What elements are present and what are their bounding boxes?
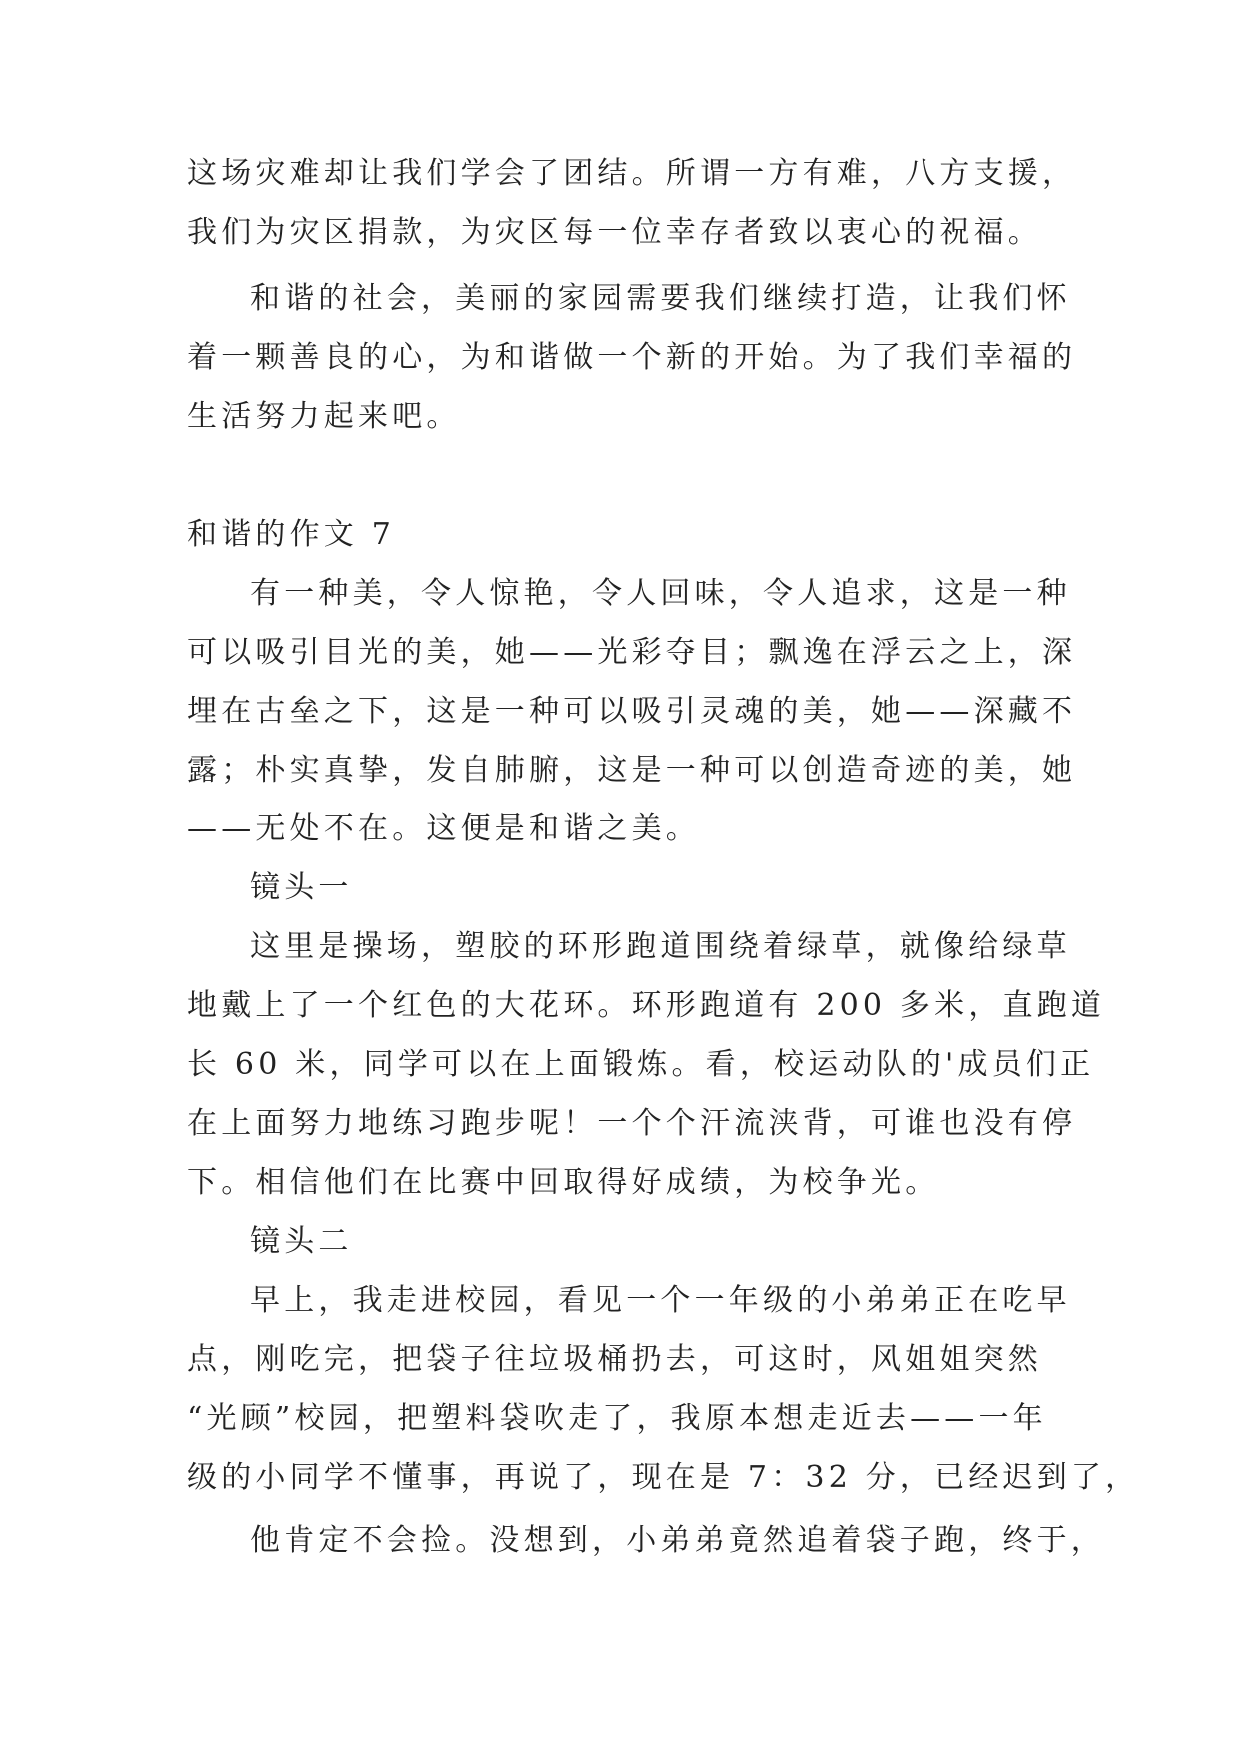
text-line: 埋在古垒之下，这是一种可以吸引灵魂的美，她——深藏不 <box>187 694 1077 729</box>
text-line: 可以吸引目光的美，她——光彩夺目；飘逸在浮云之上，深 <box>187 635 1077 670</box>
text-line: 这场灾难却让我们学会了团结。所谓一方有难，八方支援， <box>187 156 1077 191</box>
text-line: 这里是操场，塑胶的环形跑道围绕着绿草，就像给绿草 <box>250 929 1071 964</box>
text-line: ——无处不在。这便是和谐之美。 <box>187 811 700 846</box>
text-line: 我们为灾区捐款，为灾区每一位幸存者致以衷心的祝福。 <box>187 215 1042 250</box>
text-line: “光顾”校园，把塑料袋吹走了，我原本想走近去——一年 <box>187 1401 1047 1436</box>
text-line: 级的小同学不懂事，再说了，现在是 7：32 分，已经迟到了， <box>187 1460 1140 1495</box>
text-line: 在上面努力地练习跑步呢！一个个汗流浃背，可谁也没有停 <box>187 1106 1077 1141</box>
text-line: 他肯定不会捡。没想到，小弟弟竟然追着袋子跑，终于， <box>250 1523 1105 1558</box>
text-line: 早上，我走进校园，看见一个一年级的小弟弟正在吃早 <box>250 1283 1071 1318</box>
text-line: 着一颗善良的心，为和谐做一个新的开始。为了我们幸福的 <box>187 340 1077 375</box>
subheading: 镜头一 <box>250 870 353 905</box>
text-line: 和谐的社会，美丽的家园需要我们继续打造，让我们怀 <box>250 281 1071 316</box>
text-line: 点，刚吃完，把袋子往垃圾桶扔去，可这时，风姐姐突然 <box>187 1342 1042 1377</box>
text-line: 有一种美，令人惊艳，令人回味，令人追求，这是一种 <box>250 576 1071 611</box>
text-line: 生活努力起来吧。 <box>187 399 461 434</box>
text-line: 露；朴实真挚，发自肺腑，这是一种可以创造奇迹的美，她 <box>187 753 1077 788</box>
text-line: 下。相信他们在比赛中回取得好成绩，为校争光。 <box>187 1165 940 1200</box>
section-heading: 和谐的作文 7 <box>187 517 396 552</box>
text-line: 地戴上了一个红色的大花环。环形跑道有 200 多米，直跑道 <box>187 988 1106 1023</box>
subheading: 镜头二 <box>250 1224 353 1259</box>
text-line: 长 60 米，同学可以在上面锻炼。看，校运动队的'成员们正 <box>187 1047 1095 1082</box>
